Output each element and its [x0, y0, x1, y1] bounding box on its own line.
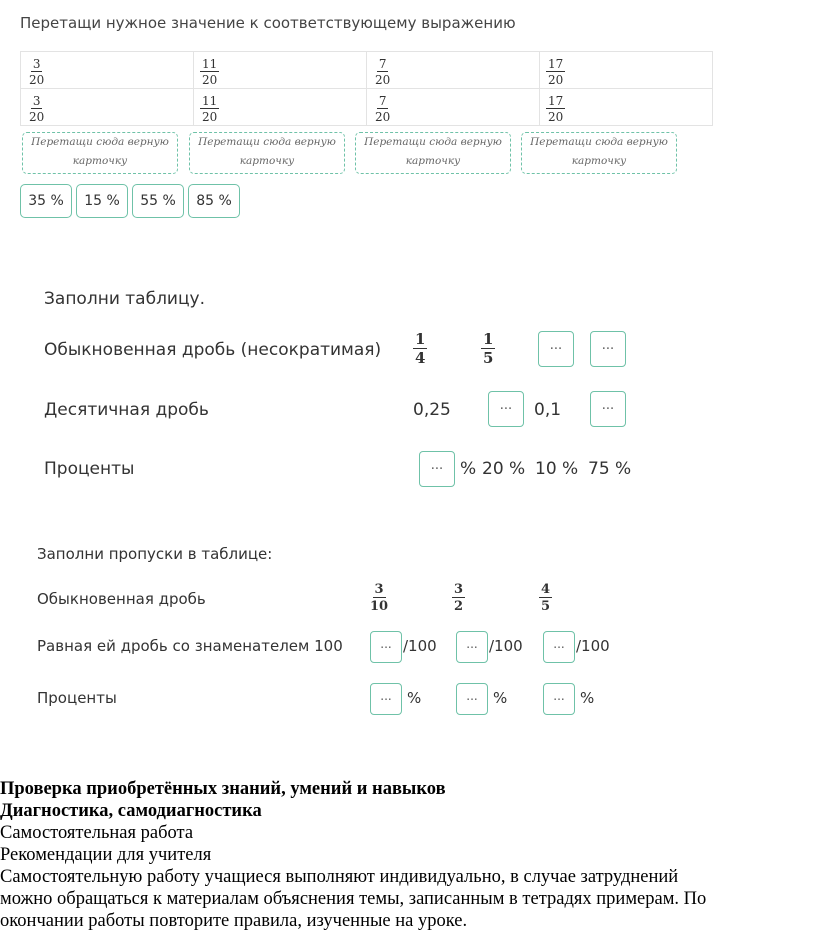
percent-sign: %	[460, 459, 477, 479]
percent-value: 75 %	[588, 459, 632, 479]
decimal-value: 0,1	[534, 400, 562, 420]
drop-zone-1[interactable]	[22, 132, 178, 174]
answer-input[interactable]: ...	[590, 391, 626, 427]
task1-fraction-table	[20, 51, 713, 126]
fraction-cell	[540, 89, 713, 126]
drop-zone-label: Перетащи сюда верную	[530, 136, 668, 148]
fraction-cell	[540, 52, 713, 89]
drop-zone-2[interactable]	[189, 132, 345, 174]
percent-value: 20 %	[482, 459, 526, 479]
fraction: $\frac{3}{2}$	[454, 582, 464, 614]
fraction-cell	[367, 89, 540, 126]
section-heading: Диагностика, самодиагностика	[0, 801, 262, 821]
fraction: $\frac{3}{20}$	[29, 56, 45, 87]
fraction: $\frac{17}{20}$	[548, 56, 564, 87]
percent-suffix: %	[580, 689, 595, 707]
task3-title: Заполни пропуски в таблице:	[37, 545, 273, 563]
drop-zone-label: Перетащи сюда верную	[364, 136, 502, 148]
paragraph-line: можно обращаться к материалам объяснения темы, записанным в тетрадях примерам. По	[0, 889, 707, 909]
answer-input[interactable]: ...	[543, 631, 575, 663]
drop-zone-label: карточку	[405, 155, 461, 167]
drop-zone-label: карточку	[72, 155, 128, 167]
row-label-percent: Проценты	[44, 459, 135, 479]
drop-zone-label: карточку	[239, 155, 295, 167]
paragraph-line: окончании работы повторите правила, изученные на уроке.	[0, 911, 468, 931]
row-label-fraction: Обыкновенная дробь (несократимая)	[44, 340, 382, 360]
fraction-cell	[21, 89, 194, 126]
text-line: Самостоятельная работа	[0, 823, 194, 843]
row-label-fraction: Обыкновенная дробь	[37, 590, 206, 608]
answer-input[interactable]: ...	[590, 331, 626, 367]
fraction-cell	[194, 52, 367, 89]
table-row	[21, 52, 713, 89]
fraction: $\frac{3}{10}$	[370, 582, 389, 614]
answer-input[interactable]: ...	[538, 331, 574, 367]
drop-zone-3[interactable]	[355, 132, 511, 174]
denominator-suffix: /100	[403, 637, 437, 655]
fraction: $\frac{17}{20}$	[548, 93, 564, 124]
denominator-suffix: /100	[489, 637, 523, 655]
paragraph-line: Самостоятельную работу учащиеся выполняют индивидуально, в случае затруднений	[0, 867, 679, 887]
row-label-percent: Проценты	[37, 689, 117, 707]
task2-title: Заполни таблицу.	[44, 289, 206, 309]
drop-zone-label: Перетащи сюда верную	[31, 136, 169, 148]
card-15-percent[interactable]: 15 %	[76, 184, 128, 218]
answer-input[interactable]: ...	[543, 683, 575, 715]
card-35-percent[interactable]: 35 %	[20, 184, 72, 218]
answer-input[interactable]: ...	[419, 451, 455, 487]
fraction: $\frac{1}{5}$	[483, 330, 494, 367]
task1-title: Перетащи нужное значение к соответствующему выражению	[20, 14, 516, 32]
answer-input[interactable]: ...	[370, 683, 402, 715]
row-label-decimal: Десятичная дробь	[44, 400, 209, 420]
drop-zone-4[interactable]	[521, 132, 677, 174]
card-55-percent[interactable]: 55 %	[132, 184, 184, 218]
answer-input[interactable]: ...	[456, 683, 488, 715]
answer-input[interactable]: ...	[370, 631, 402, 663]
fraction: $\frac{3}{20}$	[29, 93, 45, 124]
answer-input[interactable]: ...	[488, 391, 524, 427]
document-text	[0, 778, 800, 932]
fraction: $\frac{4}{5}$	[541, 582, 551, 614]
fraction-cell	[21, 52, 194, 89]
fraction: $\frac{11}{20}$	[202, 56, 218, 87]
drop-zone-label: карточку	[571, 155, 627, 167]
text-line: Рекомендации для учителя	[0, 845, 212, 865]
table-row	[21, 89, 713, 126]
fraction: $\frac{7}{20}$	[375, 56, 391, 87]
fraction: $\frac{1}{4}$	[415, 330, 426, 367]
fraction-cell	[194, 89, 367, 126]
percent-suffix: %	[493, 689, 508, 707]
percent-suffix: %	[407, 689, 422, 707]
answer-input[interactable]: ...	[456, 631, 488, 663]
section-heading: Проверка приобретённых знаний, умений и навыков	[0, 779, 446, 799]
fraction: $\frac{11}{20}$	[202, 93, 218, 124]
fraction-cell	[367, 52, 540, 89]
denominator-suffix: /100	[576, 637, 610, 655]
fraction: $\frac{7}{20}$	[375, 93, 391, 124]
card-85-percent[interactable]: 85 %	[188, 184, 240, 218]
drop-zone-label: Перетащи сюда верную	[198, 136, 336, 148]
row-label-denominator-100: Равная ей дробь со знаменателем 100	[37, 637, 343, 655]
decimal-value: 0,25	[413, 400, 451, 420]
percent-value: 10 %	[535, 459, 579, 479]
